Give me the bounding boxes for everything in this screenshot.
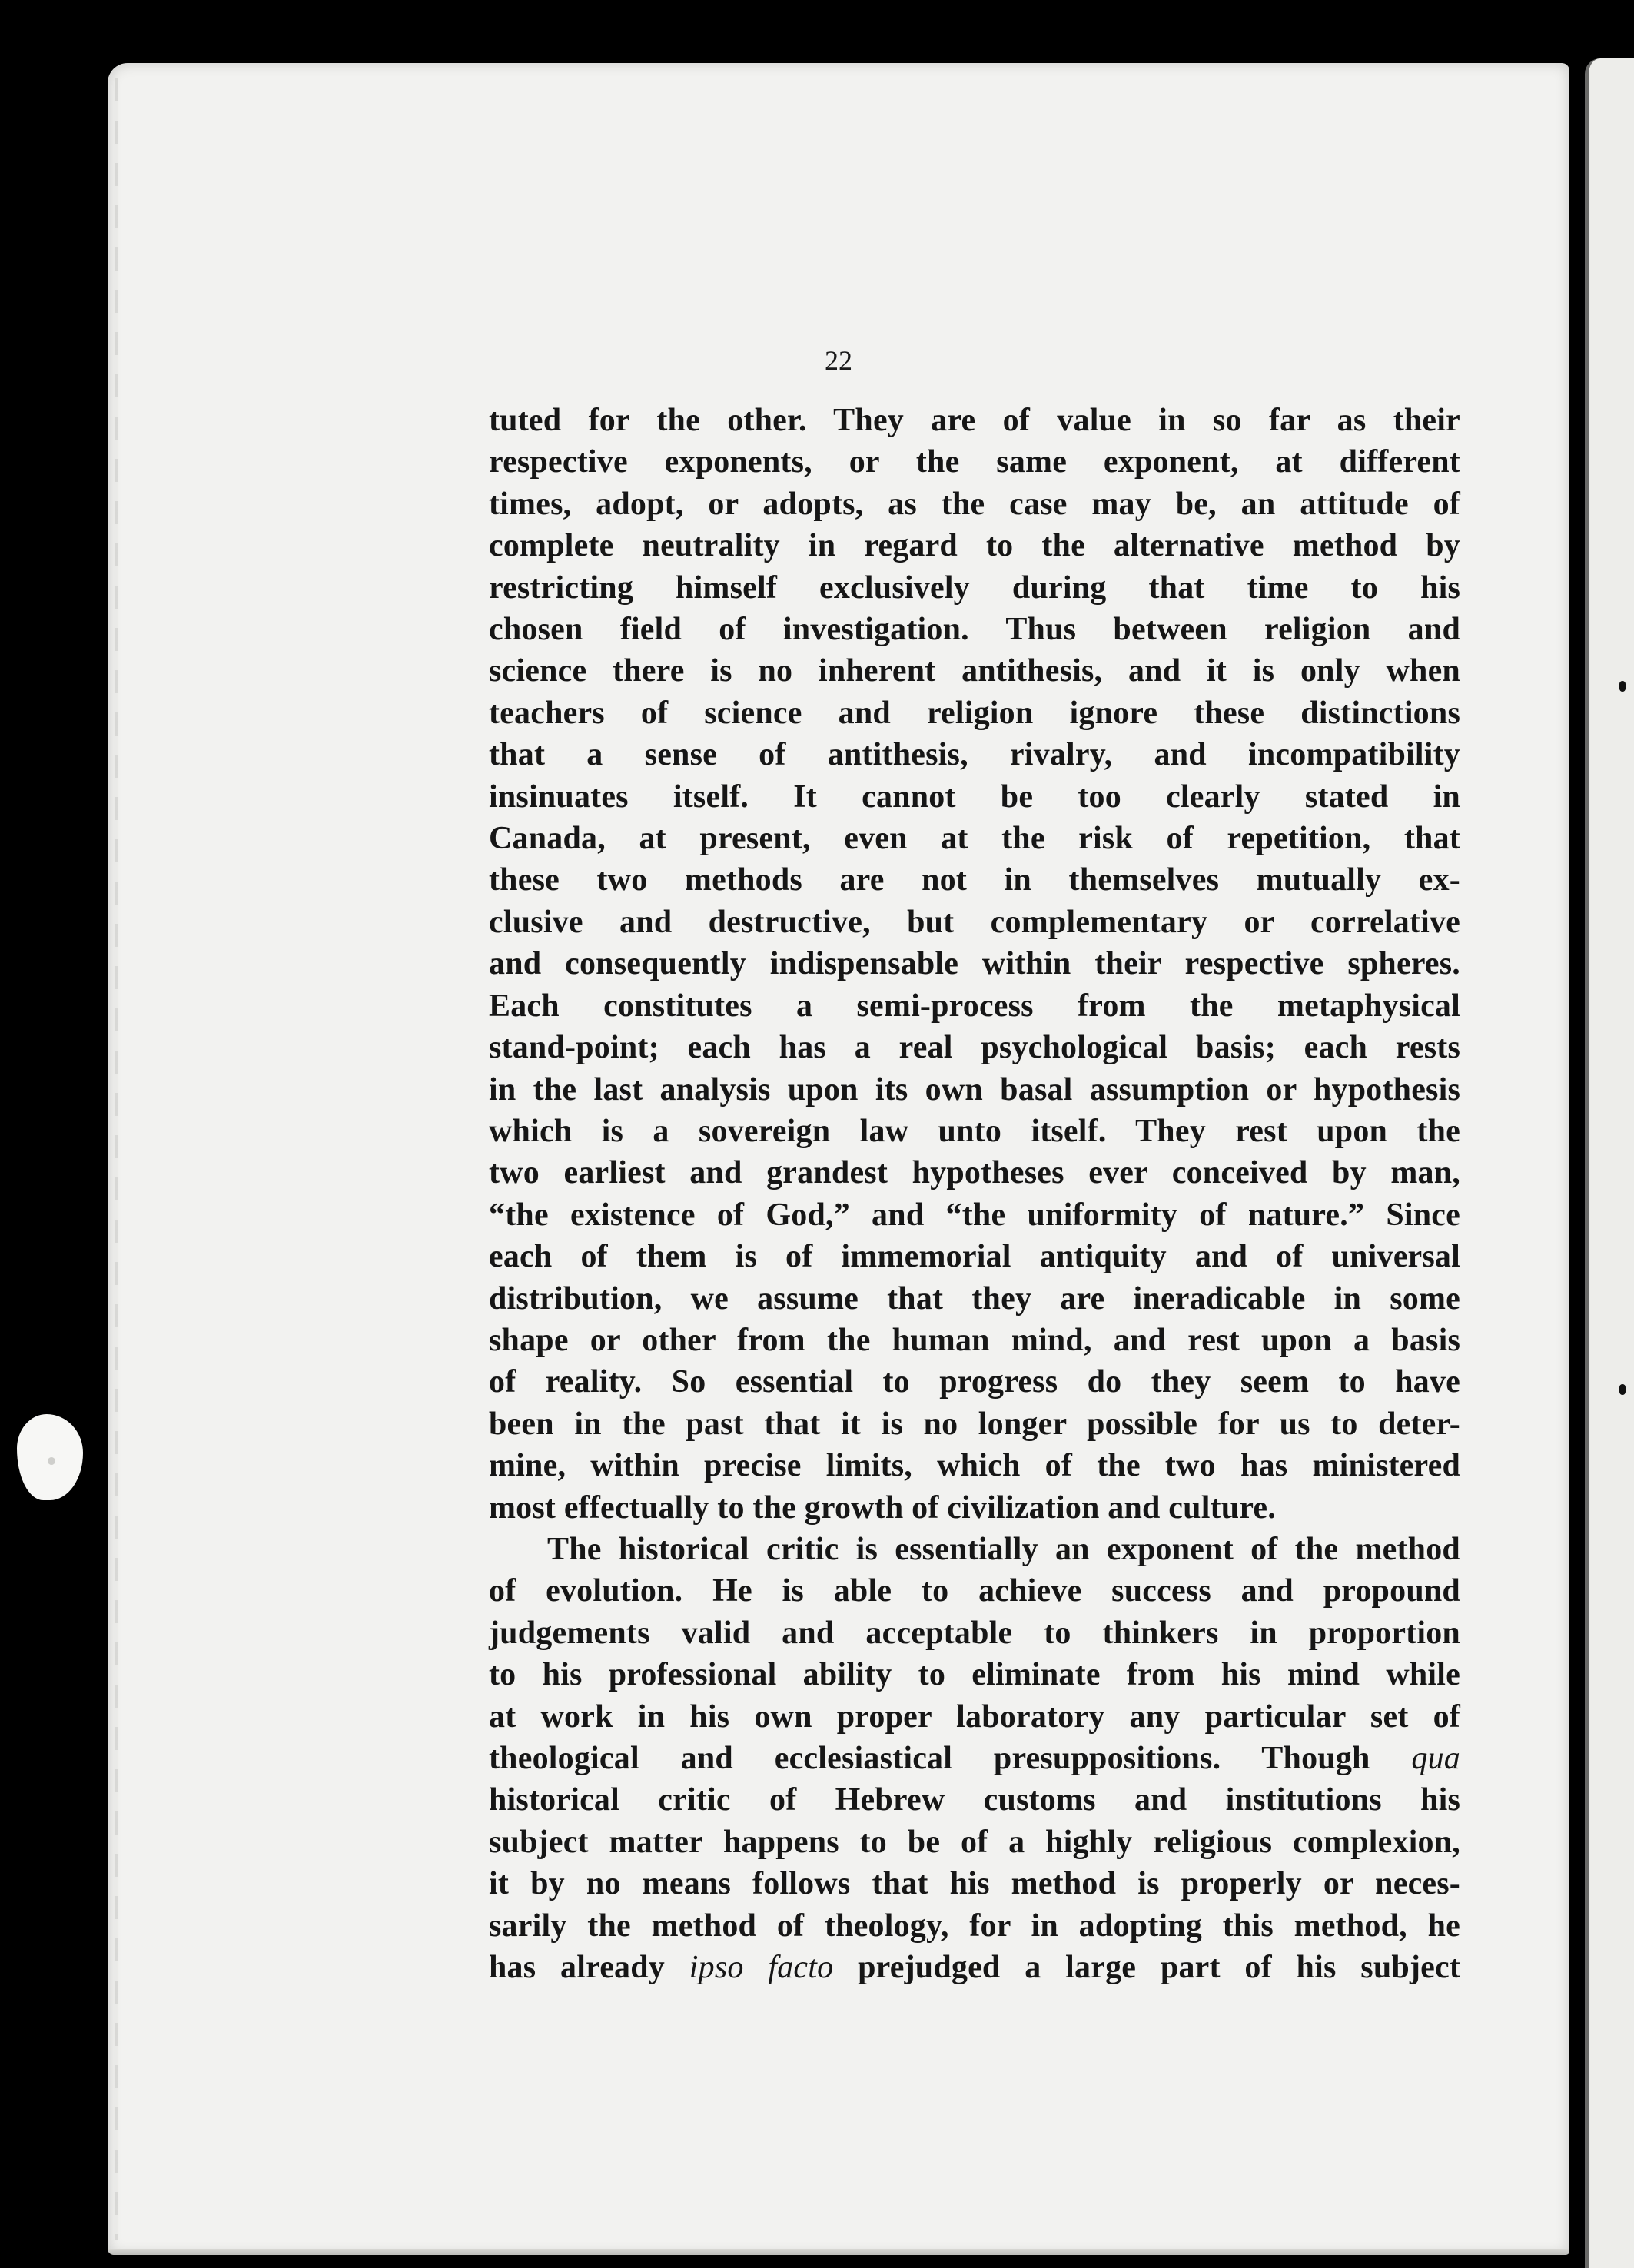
text-line: tuted for the other. They are of value in so far as their (489, 403, 1460, 438)
page-number: 22 (825, 345, 852, 376)
text-line: respective exponents, or the same exponent, at different (489, 444, 1460, 480)
edge-mark (1619, 1384, 1626, 1395)
text-line: two earliest and grandest hypotheses ever conceived by man, (489, 1155, 1460, 1191)
text-line: Each constitutes a semi-process from the metaphysical (489, 988, 1460, 1024)
text-line: that a sense of antithesis, rivalry, and incompatibility (489, 737, 1460, 773)
text-line: in the last analysis upon its own basal assumption or hypothesis (489, 1071, 1460, 1107)
body-text (489, 400, 1460, 1988)
text-line (489, 1947, 1460, 1988)
text-line: of reality. So essential to progress do they seem to have (489, 1364, 1460, 1400)
text-line: teachers of science and religion ignore these distinctions (489, 695, 1460, 731)
text-line: historical critic of Hebrew customs and institutions his (489, 1782, 1460, 1818)
text-line: shape or other from the human mind, and rest upon a basis (489, 1322, 1460, 1358)
text-segment: theological and ecclesiastical presuppositions. Though (489, 1741, 1370, 1776)
text-segment: prejudged a large part of his subject (858, 1950, 1461, 1986)
book-page (108, 63, 1569, 2255)
latin-term: ipso facto (689, 1950, 834, 1986)
text-line: mine, within precise limits, which of the two has ministered (489, 1448, 1460, 1484)
text-line: been in the past that it is no longer possible for us to deter- (489, 1406, 1460, 1442)
text-line: to his professional ability to eliminate from his mind while (489, 1657, 1460, 1693)
text-line: The historical critic is essentially an exponent of the method (547, 1531, 1460, 1567)
text-line: “the existence of God,” and “the uniformity of nature.” Since (489, 1197, 1460, 1233)
text-line: of evolution. He is able to achieve success and propound (489, 1573, 1460, 1609)
paragraph-2 (489, 1529, 1460, 1988)
text-line: stand-point; each has a real psychological basis; each rests (489, 1030, 1460, 1066)
text-line: it by no means follows that his method is properly or neces- (489, 1866, 1460, 1902)
text-line: clusive and destructive, but complementary or correlative (489, 904, 1460, 940)
text-line: these two methods are not in themselves mutually ex- (489, 862, 1460, 898)
text-line: sarily the method of theology, for in adopting this method, he (489, 1908, 1460, 1944)
text-segment: has already (489, 1950, 666, 1986)
text-line: subject matter happens to be of a highly religious complexion, (489, 1824, 1460, 1860)
text-line: times, adopt, or adopts, as the case may be, an attitude of (489, 486, 1460, 522)
text-line: restricting himself exclusively during that time to his (489, 569, 1460, 606)
text-line: distribution, we assume that they are ineradicable in some (489, 1280, 1460, 1317)
text-line: and consequently indispensable within their respective spheres. (489, 946, 1460, 982)
edge-mark (1619, 681, 1626, 692)
paragraph-1 (489, 400, 1460, 1529)
text-line: insinuates itself. It cannot be too clearly stated in (489, 779, 1460, 815)
text-line (489, 1738, 1460, 1779)
text-line: science there is no inherent antithesis, and it is only when (489, 653, 1460, 689)
text-line: judgements valid and acceptable to thinkers in proportion (489, 1615, 1460, 1651)
latin-term: qua (1411, 1741, 1460, 1776)
text-line: each of them is of immemorial antiquity and of universal (489, 1239, 1460, 1275)
text-line: most effectually to the growth of civilization and culture. (489, 1489, 1276, 1526)
paper-damage-mark (17, 1414, 83, 1500)
text-line: at work in his own proper laboratory any particular set of (489, 1699, 1460, 1735)
text-line: which is a sovereign law unto itself. They rest upon the (489, 1113, 1460, 1149)
next-page-edge (1585, 58, 1634, 2268)
text-line: Canada, at present, even at the risk of repetition, that (489, 821, 1460, 857)
text-line: complete neutrality in regard to the alternative method by (489, 528, 1460, 564)
text-line: chosen field of investigation. Thus between religion and (489, 612, 1460, 648)
